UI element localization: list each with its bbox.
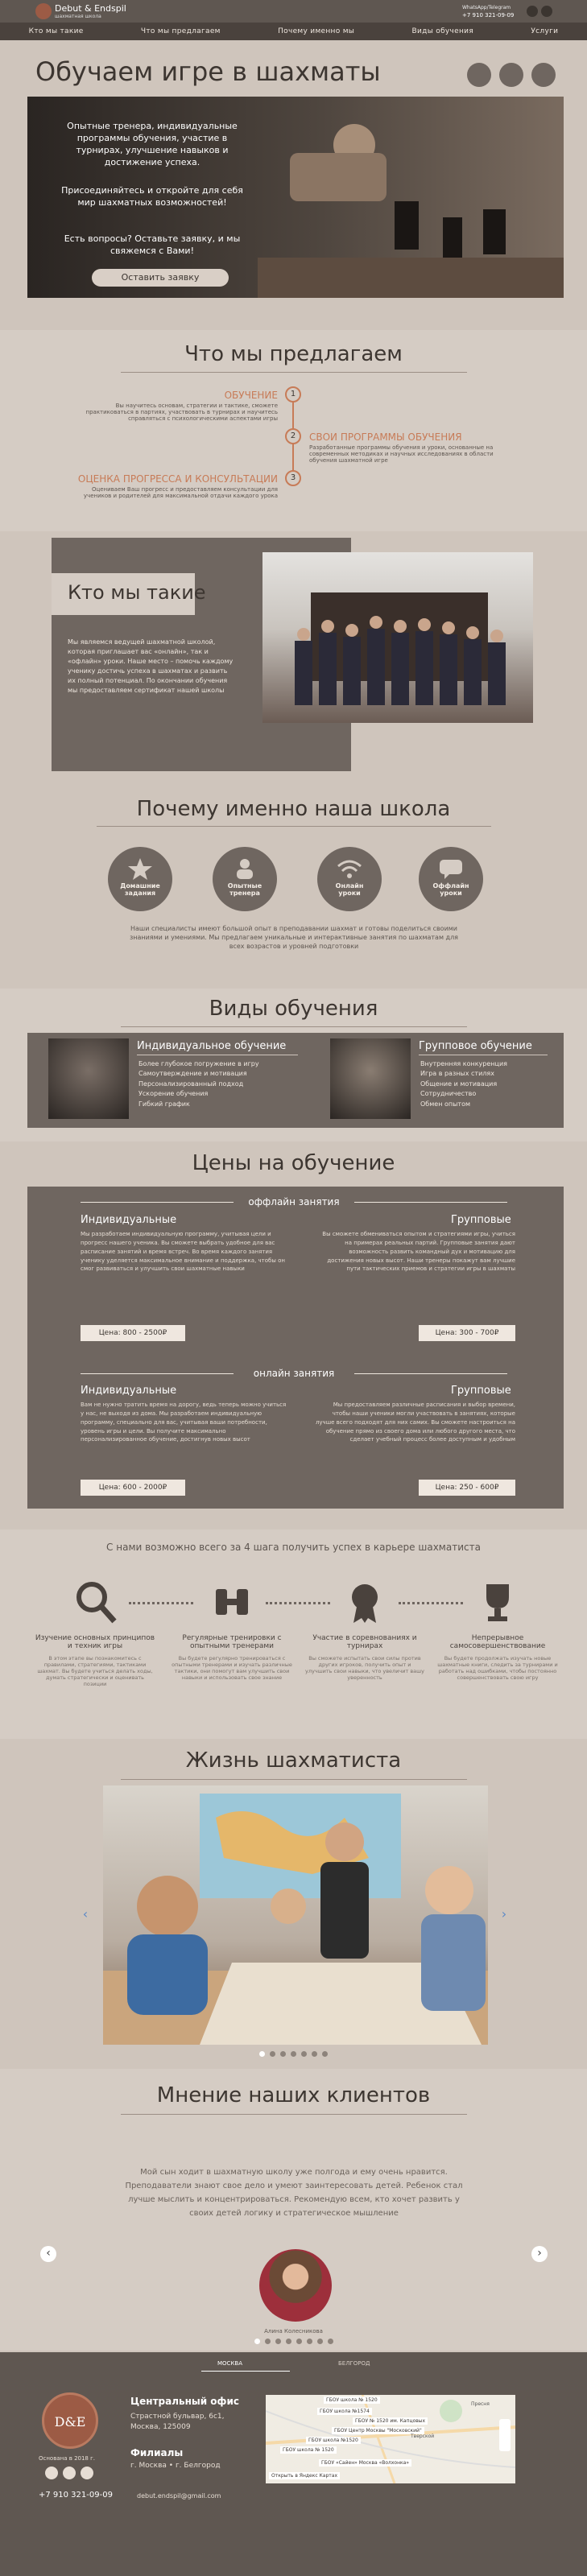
feature-label: Домашние задания — [120, 882, 160, 897]
map-label[interactable]: ГБОУ школа № 1520 — [324, 2396, 380, 2404]
dumbbell-icon — [209, 1579, 254, 1624]
phone-icon[interactable] — [499, 63, 523, 87]
kids-chess-illustration — [103, 1785, 488, 2045]
map-label: Пресня — [471, 2401, 490, 2407]
hero-banner — [27, 97, 564, 298]
online-line-right — [354, 1373, 507, 1374]
hero-title: Обучаем игре в шахматы — [35, 56, 381, 87]
review-dots — [0, 2339, 587, 2346]
about-title: Кто мы такие — [68, 581, 206, 604]
nav-item-why[interactable]: Почему именно мы — [278, 27, 355, 35]
list-item: Обмен опытом — [420, 1100, 470, 1108]
telegram-icon[interactable] — [541, 6, 552, 17]
individual-list — [138, 1059, 259, 1109]
footer-office-title: Центральный офис — [130, 2396, 239, 2407]
map-label[interactable]: ГБОУ школа №1520 — [306, 2437, 361, 2444]
map-roads — [266, 2395, 515, 2483]
offline-ind-price: Цена: 800 - 2500₽ — [81, 1325, 185, 1341]
footer-phone[interactable]: +7 910 321-09-09 — [39, 2491, 113, 2500]
review-next-button[interactable]: › — [531, 2246, 548, 2262]
list-item: Более глубокое погружение в игру — [138, 1060, 259, 1067]
gallery-dot[interactable] — [270, 2051, 275, 2057]
map-label[interactable]: ГБОУ школа №1574 — [317, 2408, 372, 2415]
nav-item-types[interactable]: Виды обучения — [411, 27, 474, 35]
group-list — [420, 1059, 507, 1109]
footer-since: Основана в 2018 г. — [39, 2455, 96, 2462]
map-label[interactable]: ГБОУ «Сайен» Москва «Волхонка» — [319, 2459, 411, 2467]
list-item: Ускорение обучения — [138, 1090, 209, 1098]
footer-branches: г. Москва • г. Белгород — [130, 2462, 221, 2470]
map-label: Тверской — [411, 2434, 435, 2439]
homework-feature — [108, 847, 172, 911]
nav-item-about[interactable]: Кто мы такие — [28, 27, 84, 35]
offer-title: Что мы предлагаем — [184, 342, 403, 366]
main-nav — [0, 23, 587, 40]
review-dot[interactable] — [286, 2339, 291, 2344]
step-connector — [399, 1602, 463, 1604]
feature-label: Онлайн уроки — [335, 882, 364, 897]
life-title-line — [121, 1779, 467, 1780]
offer-item-title-3: ОЦЕНКА ПРОГРЕССА И КОНСУЛЬТАЦИИ — [77, 473, 278, 485]
hero-text-2: Присоединяйтесь и откройте для себя мир шахматных возможностей! — [61, 185, 243, 208]
gallery-dot[interactable] — [280, 2051, 286, 2057]
hero-text-3: Есть вопросы? Оставьте заявку, и мы свяжемся с Вами! — [64, 233, 241, 256]
offline-line-right — [354, 1202, 507, 1203]
offline-ind-title: Индивидуальные — [81, 1214, 177, 1226]
why-title: Почему именно наша школа — [136, 797, 451, 821]
reviews-title: Мнение наших клиентов — [156, 2083, 431, 2107]
reviewer-name: Алина Колесникова — [264, 2328, 323, 2334]
offline-label: оффлайн занятия — [248, 1196, 340, 1208]
star-icon — [126, 857, 155, 881]
review-dot[interactable] — [254, 2339, 260, 2344]
reviewer-avatar — [259, 2249, 332, 2322]
brand-sub: шахматная школа — [55, 14, 101, 19]
offline-grp-price: Цена: 300 - 700₽ — [419, 1325, 515, 1341]
telegram-icon[interactable] — [467, 63, 491, 87]
online-line-left — [81, 1373, 234, 1374]
whatsapp-icon[interactable] — [527, 6, 538, 17]
offline-ind-text: Мы разработаем индивидуальную программу, учитывая цели и прогресс нашего ученика. Вы сможете выбрать удобное для вас расписание занятий и время встреч. Во время каждого занятия ученику уделяется максимальное внимание и поддержка, чтобы он смог развиваться и улучшить свои шахматные навыки — [81, 1231, 285, 1273]
offer-num-1: 1 — [285, 386, 301, 402]
review-prev-button[interactable]: ‹ — [40, 2246, 56, 2262]
feature-label: Оффлайн уроки — [432, 882, 469, 897]
step-title: Регулярные тренировки с опытными тренерами — [182, 1634, 282, 1650]
steps-title: С нами возможно всего за 4 шага получить успех в карьере шахматиста — [106, 1542, 481, 1553]
online-grp-price: Цена: 250 - 600₽ — [419, 1480, 515, 1496]
map-label[interactable]: ГБОУ № 1520 им. Капцовых — [353, 2417, 428, 2425]
map-open-link[interactable]: Открыть в Яндекс Картах — [269, 2472, 340, 2479]
online-ind-price: Цена: 600 - 2000₽ — [81, 1480, 185, 1496]
gallery-prev-button[interactable]: ‹ — [82, 1906, 89, 1922]
step-1 — [35, 1634, 155, 1687]
feature-label: Опытные тренера — [227, 882, 262, 897]
types-title: Виды обучения — [209, 997, 378, 1021]
team-photo — [262, 552, 533, 723]
top-bar — [0, 0, 587, 23]
review-dot[interactable] — [275, 2339, 281, 2344]
brand-name: Debut & Endspil — [55, 3, 126, 14]
list-item: Общение и мотивация — [420, 1080, 498, 1088]
magnifier-icon — [72, 1579, 118, 1624]
nav-item-offer[interactable]: Что мы предлагаем — [140, 27, 221, 35]
footer-map[interactable] — [266, 2395, 515, 2483]
online-grp-title: Групповые — [451, 1385, 511, 1397]
gallery-dot[interactable] — [322, 2051, 328, 2057]
step-2 — [172, 1634, 292, 1681]
step-text: Вы будете регулярно тренироваться с опытными тренерами и изучать различные тактики, они помогут вам улучшить свои навыки и использовать свое знание — [172, 1655, 292, 1681]
gallery-next-button[interactable]: › — [501, 1906, 507, 1922]
medal-icon — [342, 1579, 387, 1624]
prices-title: Цены на обучение — [192, 1151, 395, 1175]
list-item: Сотрудничество — [420, 1090, 477, 1098]
group-image — [330, 1038, 411, 1119]
phone-label: WhatsApp/Telegram — [462, 5, 511, 10]
offer-item-text-2: Разработанные программы обучения и уроки, основанные на современных методиках и научных исследованиях в области обучения шахматной игре — [309, 444, 494, 464]
step-connector — [266, 1602, 330, 1604]
group-title: Групповое обучение — [419, 1040, 532, 1052]
step-title: Непрерывное самосовершенствование — [449, 1634, 546, 1650]
about-text: Мы являемся ведущей шахматной школой, которая приглашает вас «онлайн», так и «офлайн» уроки. Наше место – помочь каждому ученику достичь успеха в шахматах и развить их полный потенциал. По окончании обучения мы предоставляем сертификат нашей школы — [68, 638, 234, 694]
offer-item-title-1: ОБУЧЕНИЕ — [224, 390, 278, 401]
trophy-icon — [475, 1579, 520, 1624]
footer-address: Страстной бульвар, 6с1, Москва, 125009 — [130, 2413, 225, 2431]
online-ind-text: Вам не нужно тратить время на дорогу, ведь теперь можно учиться у нас, не выходя из дома. Мы разработаем индивидуальную программу, специально для вас, учитывая ваши потребности, уровень игры и цели. Вы получите максимально персонализированное обучение, достигнув новых высот — [81, 1402, 287, 1443]
review-dot[interactable] — [317, 2339, 323, 2344]
gallery-dot[interactable] — [301, 2051, 307, 2057]
mail-icon[interactable] — [531, 63, 556, 87]
offer-item-text-3: Оцениваем Ваш прогресс и предоставляем консультации для учеников и родителей для максимальной отдачи каждого урока — [83, 486, 278, 499]
offline-line-left — [81, 1202, 234, 1203]
reviews-title-line — [121, 2114, 467, 2115]
individual-title: Индивидуальное обучение — [137, 1040, 287, 1052]
footer-telegram-icon[interactable] — [45, 2467, 58, 2479]
online-ind-title: Индивидуальные — [81, 1385, 177, 1397]
request-button[interactable]: Оставить заявку — [92, 269, 229, 287]
map-label[interactable]: ГБОУ школа № 1520 — [280, 2446, 337, 2454]
step-text: Вы сможете испытать свои силы против других игроков, получить опыт и улучшить свои навыки, что увеличит вашу уверенность — [305, 1655, 424, 1681]
offer-num-2: 2 — [285, 428, 301, 444]
step-text: В этом этапе вы познакомитесь с правилами, стратегиями, тактиками шахмат. Вы будете учиться делать ходы, думать стратегически и оценивать позиции — [37, 1655, 153, 1687]
gallery-dots — [0, 2051, 587, 2058]
types-title-line — [121, 1026, 467, 1027]
offline-feature — [419, 847, 483, 911]
list-item: Игра в разных стилях — [420, 1070, 494, 1078]
offline-grp-title: Групповые — [451, 1214, 511, 1226]
footer-tab-underline — [201, 2371, 290, 2372]
gallery-dot[interactable] — [312, 2051, 317, 2057]
step-title: Изучение основных принципов и техник игры — [35, 1634, 155, 1650]
list-item: Персонализированный подход — [138, 1080, 244, 1088]
why-text: Наши специалисты имеют большой опыт в преподавании шахмат и готовы поделиться своими знаниями и умениями. Мы предлагаем уникальные и интерактивные занятия по шахматам для всех возрастов и уровней подготовки — [129, 925, 458, 951]
step-connector — [129, 1602, 193, 1604]
gallery-slide — [103, 1785, 488, 2045]
hero-text-1: Опытные тренера, индивидуальные программы обучения, участие в турнирах, улучшение навыков и достижение успеха. — [67, 121, 238, 167]
review-dot[interactable] — [307, 2339, 312, 2344]
map-label[interactable]: ГБОУ Центр Москвы "Московский" — [332, 2427, 424, 2434]
footer-logo-text: D&E — [54, 2414, 86, 2429]
step-title: Участие в соревнованиях и турнирах — [312, 1634, 417, 1650]
why-title-line — [97, 826, 491, 827]
gallery-dot[interactable] — [259, 2051, 265, 2057]
footer-branches-title: Филиалы — [130, 2447, 184, 2458]
step-4 — [437, 1634, 558, 1681]
gallery-dot[interactable] — [291, 2051, 296, 2057]
offline-grp-text: Вы сможете обмениваться опытом и стратегиями игры, учиться на примерах реальных партий. Групповые занятия дают возможность развить командный дух и мотивацию для достижения новых высот. Наши тренеры покажут вам лучшие пути тактических приемов и стратегии игры в шахматы — [322, 1231, 515, 1273]
people-icon — [230, 857, 259, 881]
offer-item-text-1: Вы научитесь основам, стратегии и тактике, сможете практиковаться в партиях, участвовать в турнирах и научитесь справляться с психологическими аспектами игры — [85, 402, 278, 422]
footer-tab-belgorod[interactable]: БЕЛГОРОД — [338, 2360, 370, 2367]
review-dot[interactable] — [296, 2339, 302, 2344]
footer-mail-icon[interactable] — [81, 2467, 93, 2479]
footer-email[interactable]: debut.endspil@gmail.com — [137, 2492, 221, 2500]
offer-num-3: 3 — [285, 470, 301, 486]
offer-title-line — [121, 372, 467, 373]
team-illustration — [262, 552, 533, 723]
life-title: Жизнь шахматиста — [185, 1748, 402, 1773]
map-zoom-controls[interactable] — [499, 2419, 511, 2451]
individual-image — [48, 1038, 129, 1119]
footer-phone-icon[interactable] — [63, 2467, 76, 2479]
wifi-icon — [335, 857, 364, 881]
step-text: Вы будете продолжать изучать новые шахматные книги, следить за турнирами и работать над ошибками, чтобы постоянно совершенствовать свою игру — [437, 1655, 558, 1681]
nav-item-services[interactable]: Услуги — [531, 27, 559, 35]
chess-hand-image — [258, 97, 564, 298]
review-text: Мой сын ходит в шахматную школу уже полгода и ему очень нравится. Преподаватели знают свое дело и умеют заинтересовать детей. Ребенок стал лучше мыслить и концентрироваться. Рекомендую всем, кто хочет развить у своих детей логику и стратегическое мышление — [125, 2168, 463, 2218]
step-3 — [304, 1634, 425, 1681]
review-dot[interactable] — [265, 2339, 271, 2344]
online-label: онлайн занятия — [253, 1368, 335, 1379]
offer-item-title-2: СВОИ ПРОГРАММЫ ОБУЧЕНИЯ — [309, 431, 462, 443]
list-item: Внутренняя конкуренция — [420, 1060, 507, 1067]
chat-icon — [436, 857, 465, 881]
review-dot[interactable] — [328, 2339, 333, 2344]
footer-tab-moscow[interactable]: МОСКВА — [217, 2360, 242, 2367]
logo-badge[interactable] — [35, 3, 52, 19]
online-grp-text: Мы предоставляем различные расписания и выбор времени, чтобы наши ученики могли участвовать в занятиях, которые лучше всего подходят для них самих. Вы сможете настроиться на обучение прямо из своего дома или любого другого места, что сделает учебный процесс более доступным и удобным — [315, 1402, 515, 1443]
list-item: Самоутверждение и мотивация — [138, 1070, 247, 1078]
list-item: Гибкий график — [138, 1100, 190, 1108]
online-feature — [317, 847, 382, 911]
header-phone[interactable]: +7 910 321-09-09 — [462, 12, 515, 19]
footer-logo — [42, 2392, 98, 2449]
coaches-feature — [213, 847, 277, 911]
